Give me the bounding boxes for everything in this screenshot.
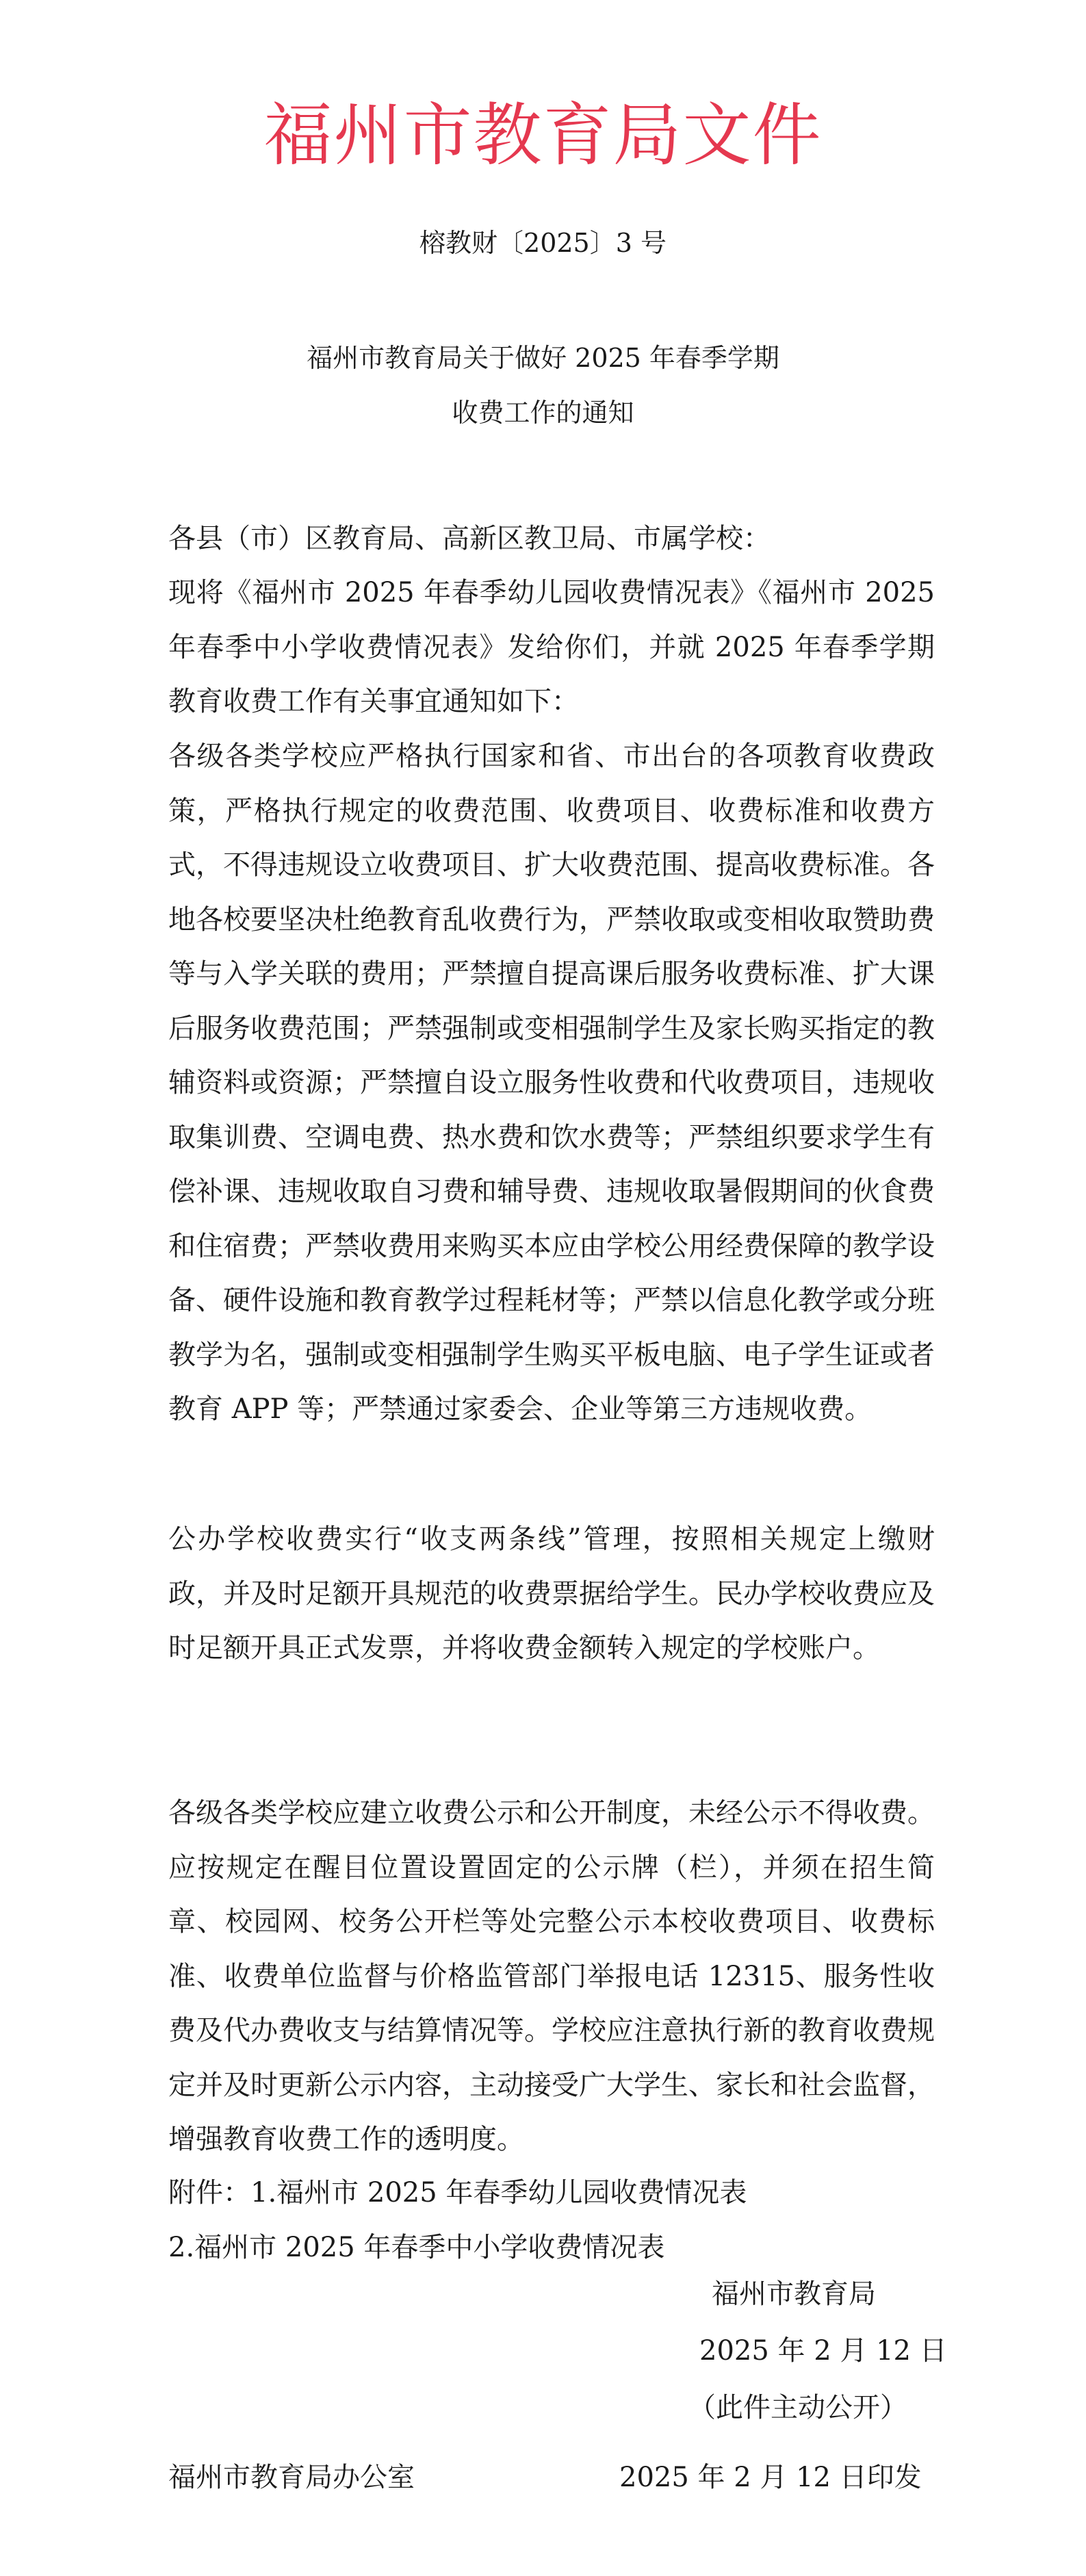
document-title-line-1: 福州市教育局关于做好 2025 年春季学期 [307, 343, 779, 373]
document-title-line-2: 收费工作的通知 [452, 398, 634, 428]
document-number: 榕教财〔2025〕3 号 [419, 228, 667, 258]
salutation-text: 各县（市）区教育局、高新区教卫局、市属学校： [168, 523, 771, 554]
document-header-title: 福州市教育局文件 [263, 95, 823, 175]
attachment-text: 2.福州市 2025 年春季中小学收费情况表 [168, 2232, 665, 2263]
attachment-item-1 [168, 2166, 935, 2221]
paragraph-intro [168, 566, 935, 730]
footer-office: 福州市教育局办公室 [168, 2462, 415, 2493]
signature-issuer: 福州市教育局 [712, 2278, 876, 2310]
paragraph-text: 各级各类学校应建立收费公示和公开制度，未经公示不得收费。应按规定在醒目位置设置固定的公示牌（栏），并须在招生简章、校园网、校务公开栏等处完整公示本校收费项目、收费标准、收费单位监督与价格监管部门举报电话 12315、服务性收费及代办费收支与结算情况等。学校应注意执行新的教育收费规定并及时更新公示内容，主动接受广大学生、家长和社会监督，增强教育收费工作的透明度。 [168, 1797, 935, 2155]
paragraph-text: 现将《福州市 2025 年春季幼儿园收费情况表》《福州市 2025 年春季中小学收费情况表》发给你们，并就 2025 年春季学期教育收费工作有关事宜通知如下： [168, 577, 935, 717]
attachment-text: 附件：1.福州市 2025 年春季幼儿园收费情况表 [168, 2177, 747, 2208]
paragraph-text: 各级各类学校应严格执行国家和省、市出台的各项教育收费政策，严格执行规定的收费范围、收费项目、收费标准和收费方式，不得违规设立收费项目、扩大收费范围、提高收费标准。各地各校要坚决杜绝教育乱收费行为，严禁收取或变相收取赞助费等与入学关联的费用；严禁擅自提高课后服务收费标准、扩大课后服务收费范围；严禁强制或变相强制学生及家长购买指定的教辅资料或资源；严禁擅自设立服务性收费和代收费项目，违规收取集训费、空调电费、热水费和饮水费等；严禁组织要求学生有偿补课、违规收取自习费和辅导费、违规收取暑假期间的伙食费和住宿费；严禁收费用来购买本应由学校公用经费保障的教学设备、硬件设施和教育教学过程耗材等；严禁以信息化教学或分班教学为名，强制或变相强制学生购买平板电脑、电子学生证或者教育 APP 等；严禁通过家委会、企业等第三方违规收费。 [168, 740, 935, 1425]
salutation [168, 512, 935, 567]
paragraph-public-schools [168, 1512, 935, 1676]
attachment-item-2 [168, 2221, 935, 2276]
paragraph-publicity [168, 1786, 935, 2167]
paragraph-text: 公办学校收费实行“收支两条线”管理，按照相关规定上缴财政，并及时足额开具规范的收费票据给学生。民办学校收费应及时足额开具正式发票，并将收费金额转入规定的学校账户。 [168, 1523, 935, 1664]
signature-date: 2025 年 2 月 12 日 [699, 2335, 947, 2367]
publicity-note: （此件主动公开） [688, 2392, 907, 2423]
paragraph-fee-policy [168, 730, 935, 1437]
footer-print-date: 2025 年 2 月 12 日印发 [619, 2462, 922, 2493]
